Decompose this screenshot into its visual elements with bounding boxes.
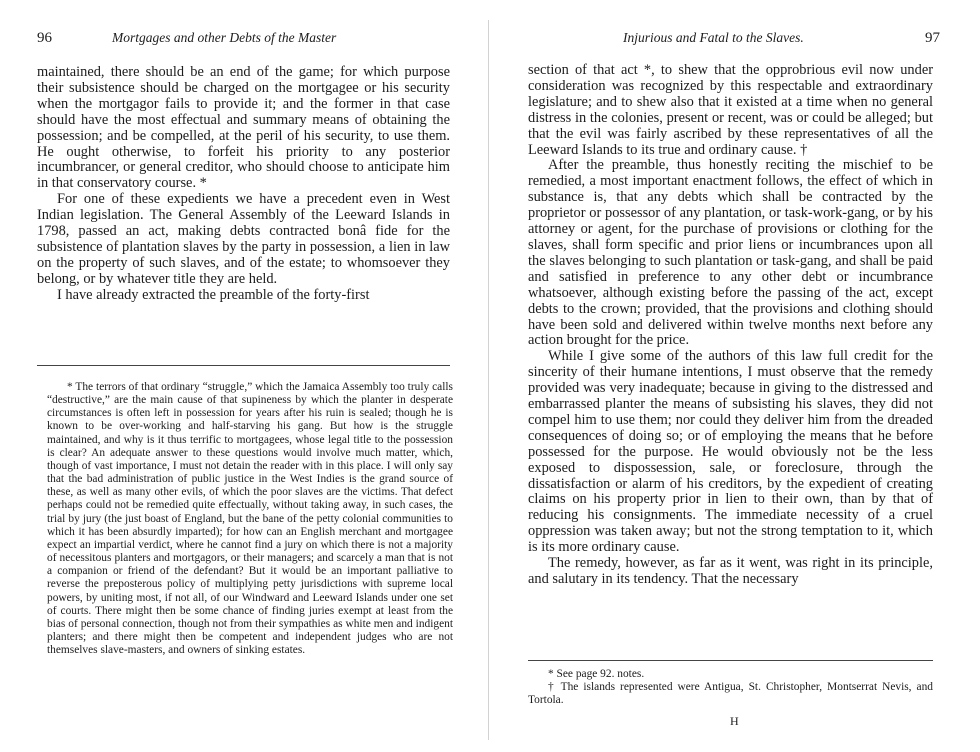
- body-paragraph: I have already extracted the preamble of the forty-first: [57, 286, 370, 303]
- body-paragraph: For one of these expedients we have a precedent even in West Indian legislation. The General Assembly of the Leeward Islands in 1798, passed an act, making debts contracted bonâ fide for the subsistence of plantation slaves by the party in possession, a lien in law on the property of such slaves, and of the estate; to whomsoever they belong, or by whatever title they are held.: [37, 191, 450, 287]
- body-paragraph: section of that act *, to shew that the opprobrious evil now under consideration was recognized by this respectable and extraordinary legislature; and to shew also that it existed at a time when no general distress in the colonies, present or recent, was or could be alleged; but that the evil was fairly ascribed by these representatives of all the Leeward Islands to its true and ordinary cause. †: [528, 62, 933, 158]
- body-paragraph: After the preamble, thus honestly reciting the mischief to be remedied, a most important enactment follows, the effect of which in substance is, that any debts which shall be contracted by the proprietor or possessor of any plantation, or task-work-gang, or by his attorney or agent, for the purchase of provisions or clothing for the slaves, shall form specific and prior liens or incumbrances upon all the slaves belonging to such plantation or task-gang, and shall be paid and satisfied in preference to any other debt or incumbrance whatsoever, although existing before the passing of the act, except debts to the crown; provided, that the provisions and clothing should have been sold and delivered within twelve months next before any action brought for the price.: [528, 157, 933, 349]
- body-paragraph: While I give some of the authors of this law full credit for the sincerity of their humane intentions, I must observe that the remedy provided was very inadequate; because in giving to the distressed and embarrassed planter the means of subsisting his slaves, they did not compel him to use them; nor could they deliver him from the dreaded consequences of doing so; or of employing the means that he before possessed for the purpose. He would obviously not be the less exposed to dispossession, sale, or foreclosure, through the dissatisfaction or alarm of his creditors, by the expedient of creating claims on his property prior in lien to their own, than by that of reducing his consignments. The immediate necessity of a cruel oppression was taken away; but not the strong temptation to it, which is its more ordinary cause.: [528, 348, 933, 556]
- footnote: * The terrors of that ordinary “struggle,” which the Jamaica Assembly too truly calls “destructive,” are the main cause of that supineness by which the planter in desperate circumstances is often left in possession for years after his ruin is sealed; though he is known to be over-working and half-starving his gang. But how is the struggle maintained, and why is it thus terrific to mortgagees, whose legal title to the possession is clear? An adequate answer to these questions would involve much matter, which, though of vast importance, I must not detain the reader with in this place. I will only say that the bad administration of public justice in the West Indies is the grand source of these, as well as many other evils, of which the poor slaves are the victims. That defect perhaps could not be remedied quite effectually, without taking away, in such cases, the trial by jury (the just boast of England, but the bane of the petty colonial communities to which it has been absurdly imparted); for how can an English merchant and mortgagee expect an impartial verdict, where he cannot find a jury on which there is not a majority of necessitous planters and mortgagors, or their managers; and scarcely a man that is not a companion or friend of the defendant? But it would be an important palliative to reverse the preposterous policy of multiplying petty jurisdictions with supreme local powers, by uniting most, if not all, of our Windward and Leeward Islands under one set of courts. There might then be some chance of finding juries exempt at least from the bias of personal connection, though not from their sympathies as white men and indigent planters; and there might then be competent and independent judges who are not themselves slave-masters, and owners of sinking estates.: [47, 381, 453, 657]
- footnote: * See page 92. notes.: [548, 668, 645, 680]
- footnote: † The islands represented were Antigua, St. Christopher, Montserrat Nevis, and Tortola.: [528, 681, 933, 707]
- right-page-header: [530, 30, 940, 52]
- right-page: [490, 0, 980, 752]
- left-page-number: 96: [37, 30, 52, 46]
- right-page-number: 97: [925, 30, 940, 46]
- left-page-body: [37, 65, 450, 304]
- left-footnotes: [47, 381, 453, 657]
- signature-mark: H: [730, 714, 739, 728]
- footnote-divider: [528, 660, 933, 661]
- footnote-divider: [37, 365, 450, 366]
- body-paragraph: The remedy, however, as far as it went, was right in its principle, and salutary in its tendency. That the necessary: [528, 555, 933, 587]
- left-running-title: Mortgages and other Debts of the Master: [112, 30, 337, 45]
- body-paragraph: maintained, there should be an end of the game; for which purpose their subsistence should be charged on the mortgagee or his security when the mortgagor fails to provide it; and the former in that case should have the most effectual and summary means of obtaining the possession; and be compelled, at the peril of his security, to use them. He ought otherwise, to forfeit his priority to any posterior incumbrancer, or general creditor, who should choose to anticipate him in that conservatory course. *: [37, 64, 450, 192]
- left-page-header: [37, 30, 455, 52]
- right-running-title: Injurious and Fatal to the Slaves.: [623, 30, 804, 45]
- right-page-body: [528, 63, 933, 588]
- right-footnotes: [528, 668, 933, 707]
